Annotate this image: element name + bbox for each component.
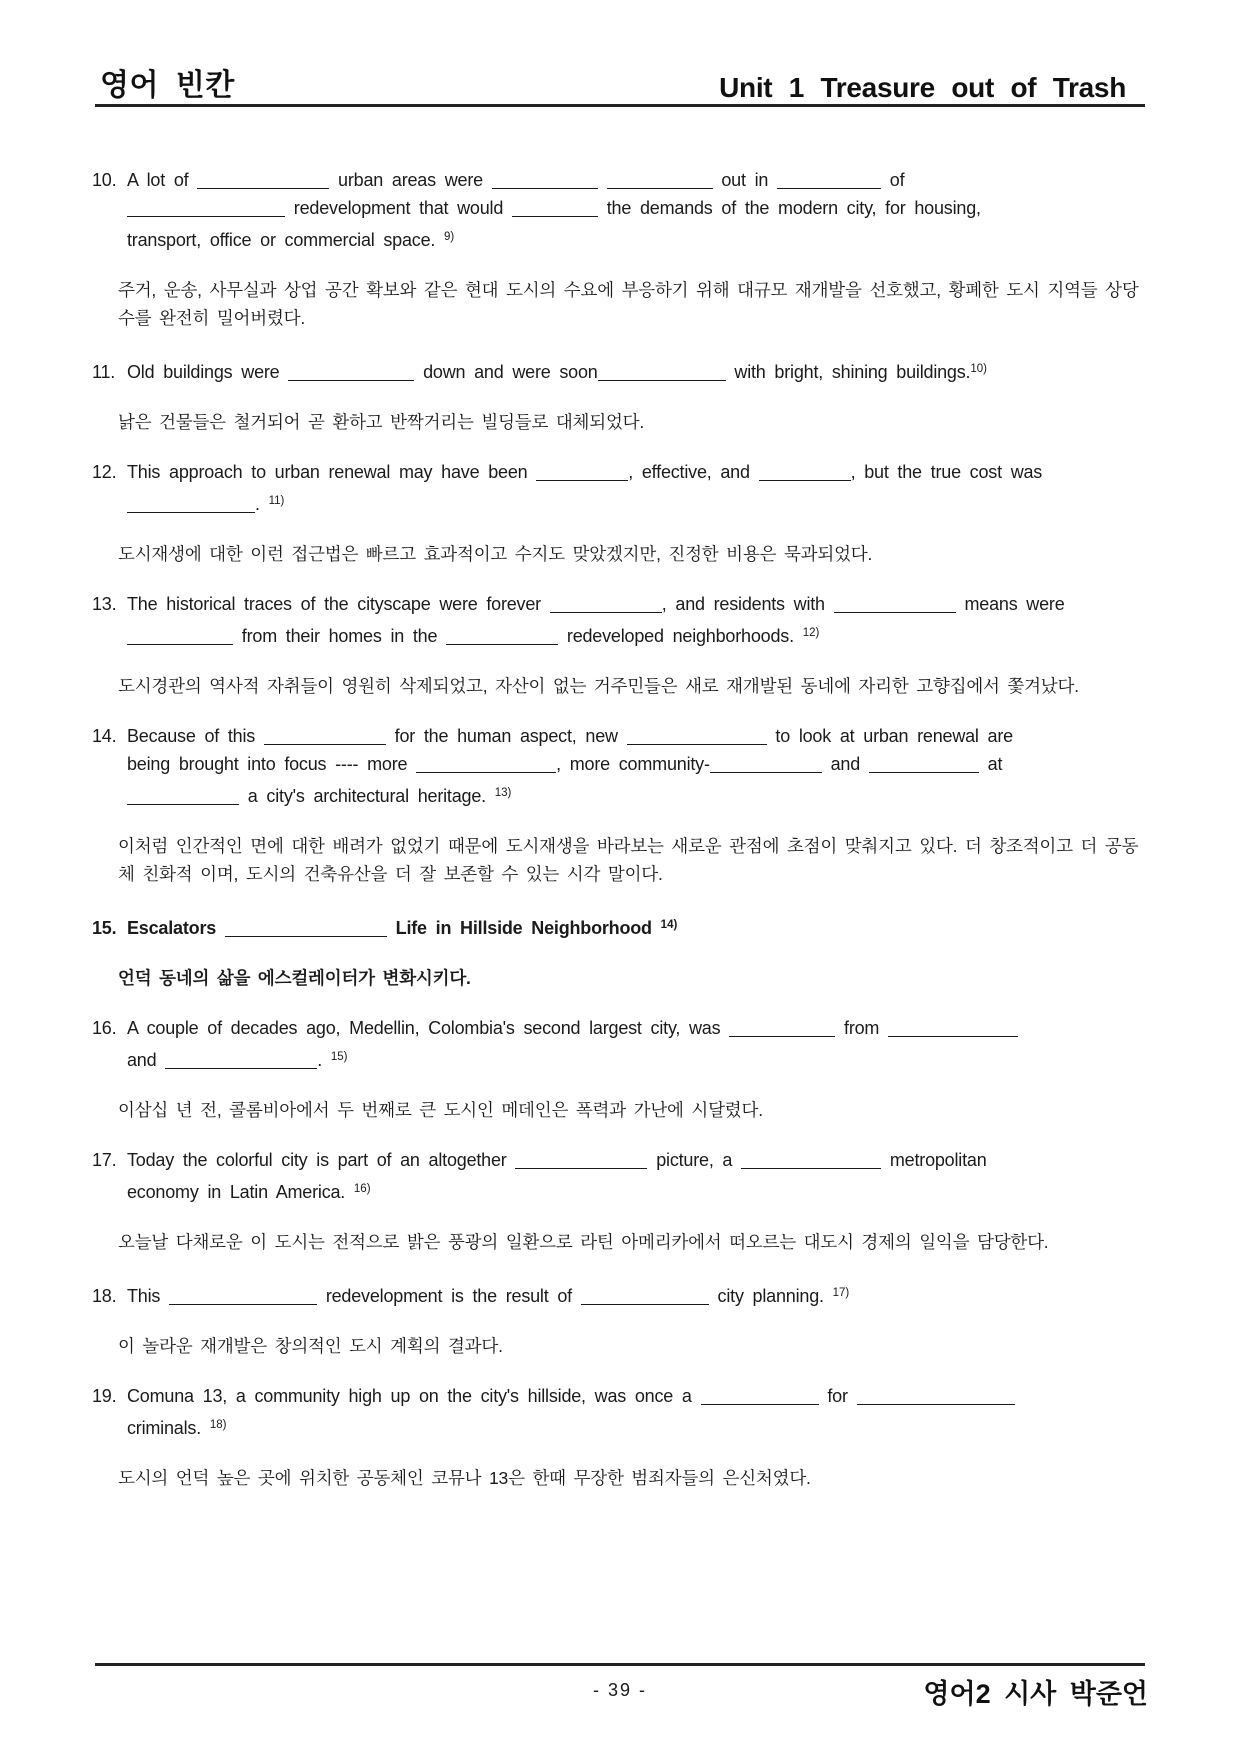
- question-line: being brought into focus ---- more , more community- and at: [127, 754, 1003, 774]
- blank-field: [264, 730, 386, 745]
- question-line: 19. Comuna 13, a community high up on the city's hillside, was once a for: [92, 1382, 1154, 1410]
- blank-field: [127, 202, 285, 217]
- question-line: 17. Today the colorful city is part of an altogether picture, a metropolitan: [92, 1146, 1154, 1174]
- blank-field: [165, 1054, 317, 1069]
- questions: [92, 166, 1154, 1514]
- blank-field: [759, 466, 851, 481]
- footnote-marker: 15): [330, 1051, 348, 1063]
- question-line: 14. Because of this for the human aspect, new to look at urban renewal are: [92, 722, 1154, 750]
- blank-field: [446, 630, 558, 645]
- question-line: 15. Escalators Life in Hillside Neighborhood $^{14)}$: [92, 910, 1154, 942]
- blank-field: [607, 174, 713, 189]
- question-line: 13. The historical traces of the cityscape were forever , and residents with means were: [92, 590, 1154, 618]
- question-block: [92, 722, 1154, 888]
- blank-field: [701, 1390, 819, 1405]
- question-number: 15.: [92, 918, 117, 938]
- translation-text: 주거, 운송, 사무실과 상업 공간 확보와 같은 현대 도시의 수요에 부응하기 위해 대규모 재개발을 선호했고, 황폐한 도시 지역들 상당수를 완전히 밀어버렸다.: [118, 280, 1139, 328]
- footer-rule: [95, 1663, 1145, 1666]
- blank-field: [627, 730, 767, 745]
- footnote-marker: 10): [970, 363, 987, 375]
- question-line: from their homes in the redeveloped neighborhoods. $^{12)}$: [92, 618, 1154, 650]
- blank-field: [127, 790, 239, 805]
- blank-field: [869, 758, 979, 773]
- translation-text: 낡은 건물들은 철거되어 곧 환하고 반짝거리는 빌딩들로 대체되었다.: [118, 412, 645, 432]
- question-line: redevelopment that would the demands of the modern city, for housing,: [92, 194, 1154, 222]
- blank-field: [288, 366, 414, 381]
- blank-field: [169, 1290, 317, 1305]
- question-number: 13.: [92, 594, 117, 614]
- translation-text: 이삼십 년 전, 콜롬비아에서 두 번째로 큰 도시인 메데인은 폭력과 가난에 시달렸다.: [118, 1100, 763, 1120]
- footnote-marker: 9): [444, 231, 455, 243]
- footnote-marker: 17): [832, 1287, 850, 1299]
- question-number: 17.: [92, 1150, 117, 1170]
- question-block: [92, 166, 1154, 332]
- question-line: economy in Latin America. $^{16)}$: [127, 1182, 371, 1202]
- translation-text: 오늘날 다채로운 이 도시는 전적으로 밝은 풍광의 일환으로 라틴 아메리카에서 떠오르는 대도시 경제의 일익을 담당한다.: [118, 1232, 1049, 1252]
- question-number: 14.: [92, 726, 117, 746]
- blank-field: [741, 1154, 881, 1169]
- blank-field: [888, 1022, 1018, 1037]
- unit-title: Unit 1 Treasure out of Trash: [719, 72, 1126, 103]
- blank-field: [416, 758, 556, 773]
- question-block: [92, 1278, 1154, 1360]
- question-block: [92, 910, 1154, 992]
- question-number: 11.: [92, 362, 116, 382]
- question-block: [92, 354, 1154, 436]
- footnote-marker: 13): [494, 787, 512, 799]
- blank-field: [492, 174, 598, 189]
- question-line: criminals. $^{18)}$: [127, 1418, 227, 1438]
- blank-field: [857, 1390, 1015, 1405]
- translation-text: 이 놀라운 재개발은 창의적인 도시 계획의 결과다.: [118, 1336, 503, 1356]
- blank-field: [127, 630, 233, 645]
- footnote-marker: 12): [802, 627, 820, 639]
- page-number: - 39 -: [592, 1680, 647, 1700]
- translation-text: 도시의 언덕 높은 곳에 위치한 공동체인 코뮤나 13은 한때 무장한 범죄자들의 은신처였다.: [118, 1468, 811, 1488]
- question-line: . $^{11)}$: [92, 486, 1154, 518]
- footer-publisher: 영어2 시사 박준언: [923, 1679, 1148, 1709]
- question-line: transport, office or commercial space. $^{9)}$: [127, 230, 455, 250]
- question-block: [92, 590, 1154, 700]
- blank-field: [729, 1022, 835, 1037]
- question-line: 16. A couple of decades ago, Medellin, Colombia's second largest city, was from: [92, 1014, 1154, 1042]
- blank-field: [710, 758, 822, 773]
- question-block: [92, 458, 1154, 568]
- question-number: 12.: [92, 462, 117, 482]
- header-rule: [95, 104, 1145, 107]
- question-line: 18. This redevelopment is the result of city planning. $^{17)}$: [92, 1278, 1154, 1310]
- footnote-marker: 16): [353, 1183, 371, 1195]
- question-line: 10. A lot of urban areas were out in of: [92, 166, 1154, 194]
- translation-text: 도시재생에 대한 이런 접근법은 빠르고 효과적이고 수지도 맞았겠지만, 진정한 비용은 묵과되었다.: [118, 544, 873, 564]
- question-block: [92, 1014, 1154, 1124]
- blank-field: [581, 1290, 709, 1305]
- question-line: 12. This approach to urban renewal may have been , effective, and , but the true cost was: [92, 458, 1154, 486]
- blank-field: [550, 598, 662, 613]
- blank-field: [512, 202, 598, 217]
- question-line: and . $^{15)}$: [127, 1050, 348, 1070]
- question-block: [92, 1146, 1154, 1256]
- question-number: 10.: [92, 170, 117, 190]
- blank-field: [225, 922, 387, 937]
- page-title: 영어 빈칸: [100, 69, 235, 102]
- blank-field: [536, 466, 628, 481]
- blank-field: [515, 1154, 647, 1169]
- blank-field: [777, 174, 881, 189]
- footnote-marker: 18): [209, 1419, 227, 1431]
- blank-field: [127, 498, 255, 513]
- question-block: [92, 1382, 1154, 1492]
- question-number: 18.: [92, 1286, 117, 1306]
- translation-text: 도시경관의 역사적 자취들이 영원히 삭제되었고, 자산이 없는 거주민들은 새로 재개발된 동네에 자리한 고향집에서 쫓겨났다.: [118, 676, 1079, 696]
- blank-field: [197, 174, 329, 189]
- page-header: [100, 60, 1140, 104]
- translation-text: 언덕 동네의 삶을 에스컬레이터가 변화시키다.: [118, 968, 471, 988]
- question-line: 11. Old buildings were down and were soon with bright, shining buildings.$^{10)}$: [92, 354, 1154, 386]
- question-number: 16.: [92, 1018, 117, 1038]
- blank-field: [834, 598, 956, 613]
- blank-field: [598, 366, 726, 381]
- footnote-marker: 14): [660, 919, 678, 931]
- question-number: 19.: [92, 1386, 117, 1406]
- question-line: a city's architectural heritage. $^{13)}$: [92, 778, 1154, 810]
- footnote-marker: 11): [268, 495, 285, 507]
- translation-text: 이처럼 인간적인 면에 대한 배려가 없었기 때문에 도시재생을 바라보는 새로운 관점에 초점이 맞춰지고 있다. 더 창조적이고 더 공동체 친화적 이며, 도시의 건축유산을 더 잘 보존할 수 있는 시각 말이다.: [118, 836, 1139, 884]
